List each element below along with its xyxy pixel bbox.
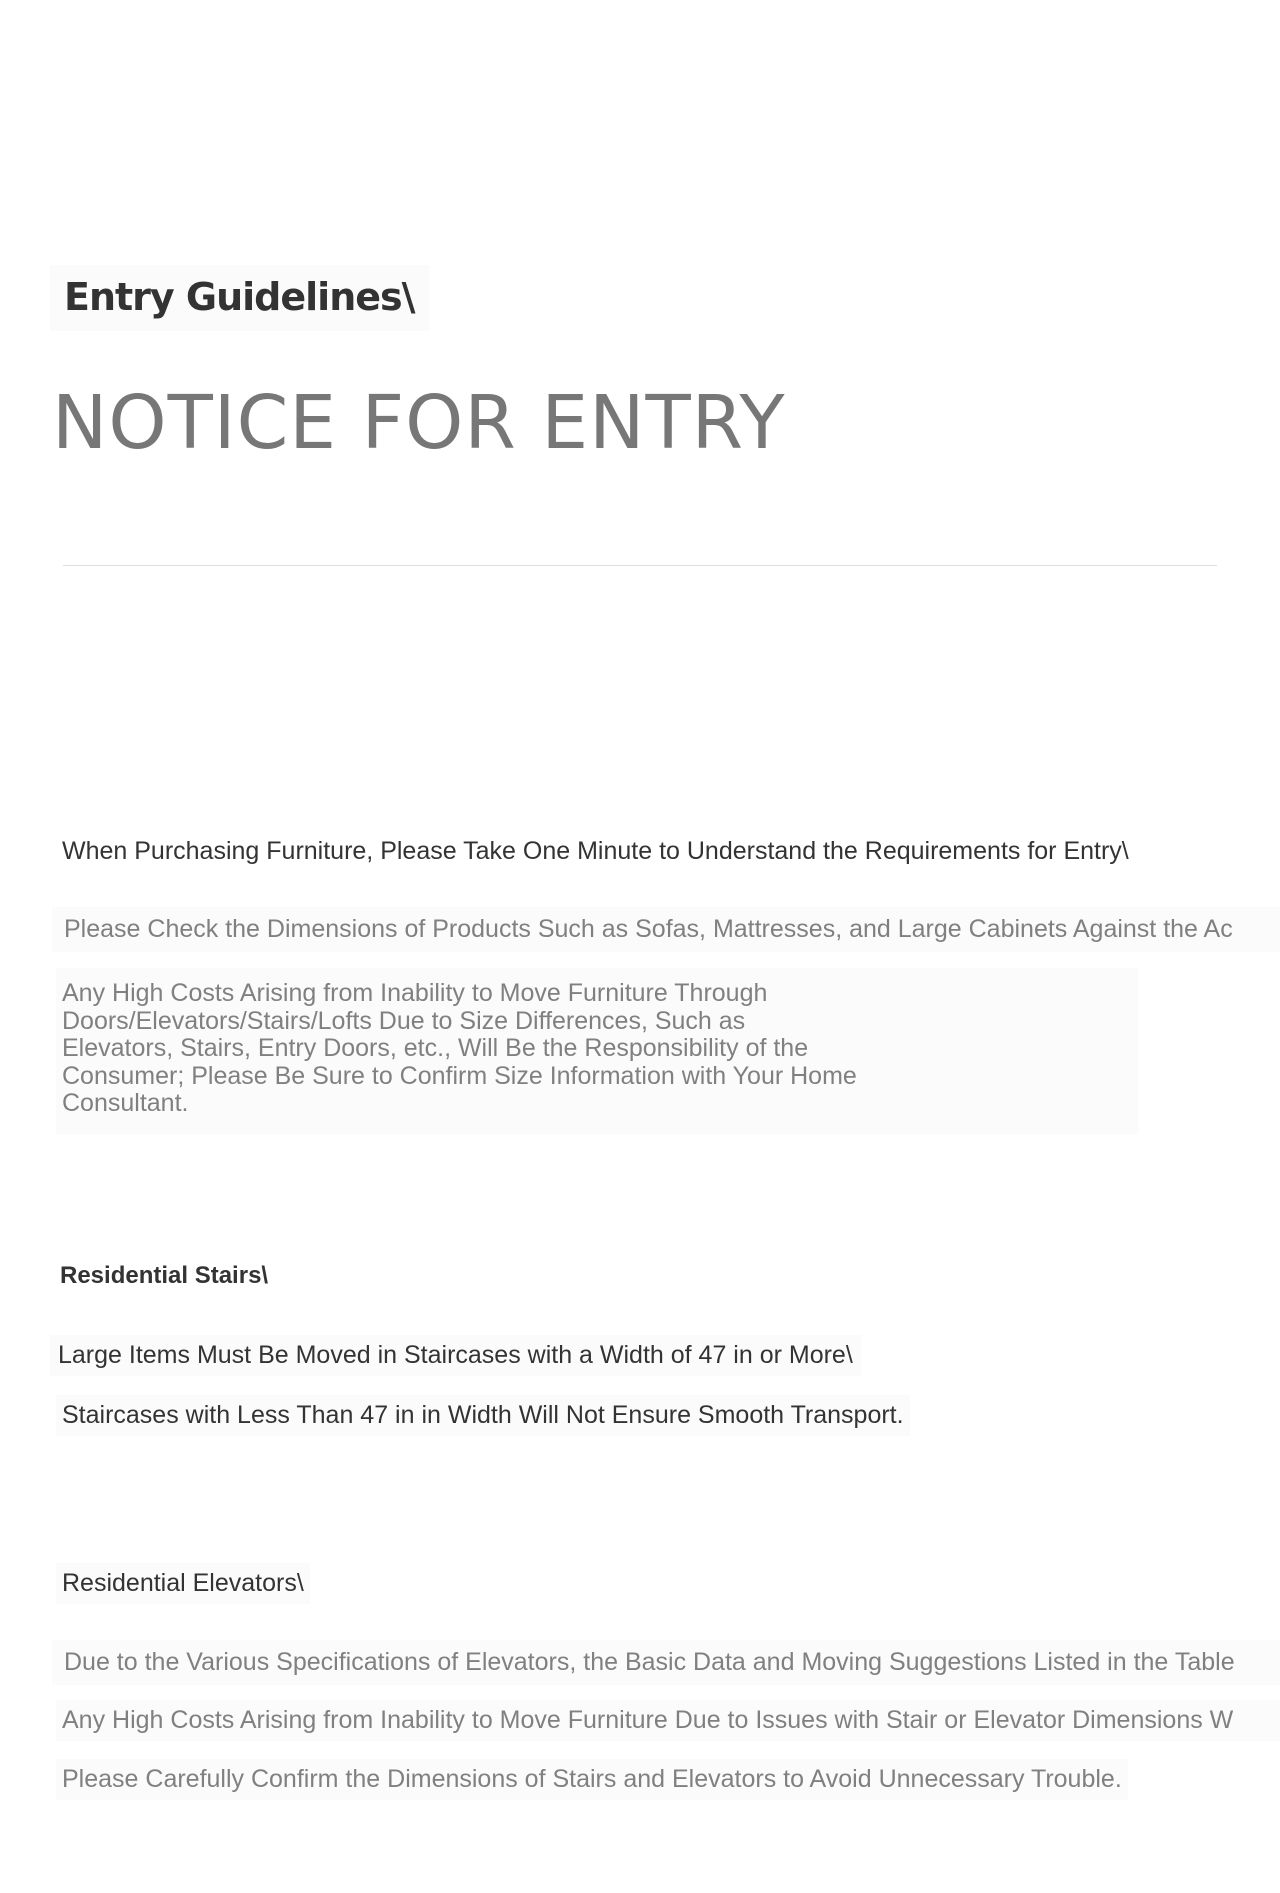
stairs-heading: Residential Stairs\ [60,1262,269,1289]
stairs-warning-text: Staircases with Less Than 47 in in Width Will Not Ensure Smooth Transport. [56,1395,910,1436]
divider [63,565,1217,566]
elevators-heading: Residential Elevators\ [56,1563,310,1604]
elevator-confirm-text: Please Carefully Confirm the Dimensions of Stairs and Elevators to Avoid Unnecessary Trouble. [56,1759,1128,1800]
elevator-cost-text: Any High Costs Arising from Inability to Move Furniture Due to Issues with Stair or Elevator Dimensions W [56,1700,1280,1741]
section-title: Entry Guidelines\ [50,265,429,331]
cost-notice-text: Any High Costs Arising from Inability to Move Furniture Through Doors/Elevators/Stairs/Lofts Due to Size Differences, Such as Elevators, Stairs, Entry Doors, etc., Will Be the Responsibility of the Consumer; Please Be Sure to Confirm Size Information with Your Home Consultant. [62,979,857,1117]
intro-heading: When Purchasing Furniture, Please Take One Minute to Understand the Requirements for Entry\ [62,837,1129,865]
check-dimensions-text: Please Check the Dimensions of Products Such as Sofas, Mattresses, and Large Cabinets Against the Ac [52,907,1280,952]
elevator-specs-text: Due to the Various Specifications of Elevators, the Basic Data and Moving Suggestions Listed in the Table [52,1640,1280,1685]
stairs-requirement-text: Large Items Must Be Moved in Staircases with a Width of 47 in or More\ [50,1335,861,1376]
page-title: NOTICE FOR ENTRY [52,380,786,466]
cost-notice-block [56,968,1138,1134]
